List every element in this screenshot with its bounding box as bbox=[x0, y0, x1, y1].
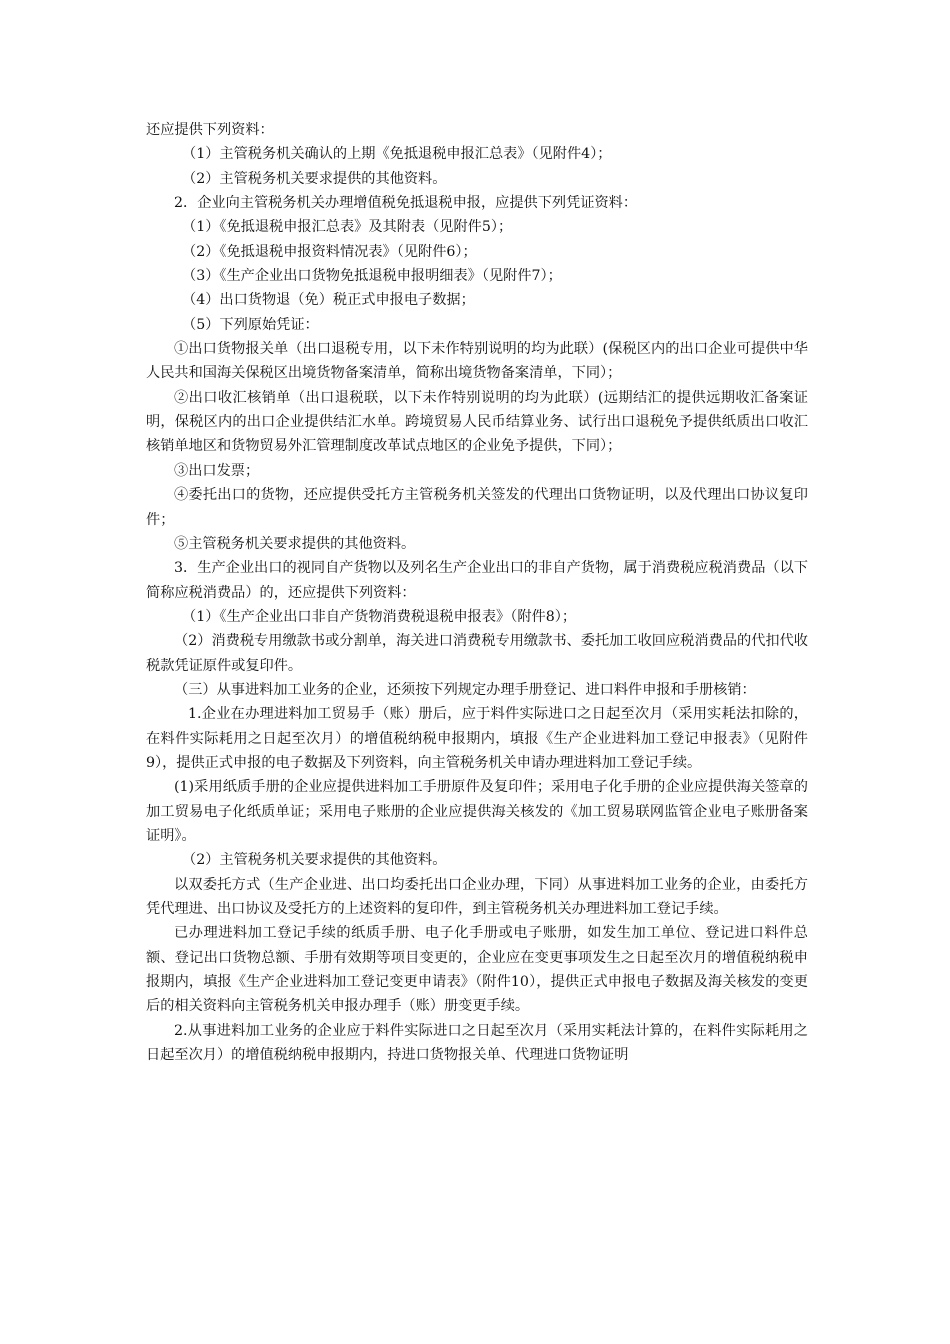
paragraph: ①出口货物报关单（出口退税专用，以下未作特别说明的均为此联）(保税区内的出口企业可提供中华人民共和国海关保税区出境货物备案清单，简称出境货物备案清单，下同）； bbox=[146, 341, 808, 382]
paragraph: （2）主管税务机关要求提供的其他资料。 bbox=[182, 852, 447, 869]
paragraph: 3．生产企业出口的视同自产货物以及列名生产企业出口的非自产货物，属于消费税应税消费品（以下简称应税消费品）的，还应提供下列资料： bbox=[146, 560, 808, 601]
paragraph: （2）《免抵退税申报资料情况表》（见附件6）； bbox=[182, 243, 477, 260]
document-body bbox=[146, 118, 808, 1067]
paragraph: （3）《生产企业出口货物免抵退税申报明细表》（见附件7）； bbox=[182, 268, 562, 285]
paragraph: ⑤主管税务机关要求提供的其他资料。 bbox=[174, 535, 416, 552]
paragraph: 以双委托方式（生产企业进、出口均委托出口企业办理，下同）从事进料加工业务的企业，由委托方凭代理进、出口协议及受托方的上述资料的复印件，到主管税务机关办理进料加工登记手续。 bbox=[146, 876, 808, 917]
paragraph: ④委托出口的货物，还应提供受托方主管税务机关签发的代理出口货物证明，以及代理出口协议复印件； bbox=[146, 487, 808, 528]
paragraph: ③出口发票； bbox=[174, 462, 260, 479]
paragraph: ②出口收汇核销单（出口退税联，以下未作特别说明的均为此联）(远期结汇的提供远期收汇备案证明，保税区内的出口企业提供结汇水单。跨境贸易人民币结算业务、试行出口退税免予提供纸质出口收汇核销单地区和货物贸易外汇管理制度改革试点地区的企业免予提供，下同）； bbox=[146, 389, 808, 455]
paragraph: （2）主管税务机关要求提供的其他资料。 bbox=[182, 170, 447, 187]
paragraph: (1)采用纸质手册的企业应提供进料加工手册原件及复印件；采用电子化手册的企业应提供海关签章的加工贸易电子化纸质单证；采用电子账册的企业应提供海关核发的《加工贸易联网监管企业电子账册备案证明》。 bbox=[146, 779, 808, 844]
paragraph: 已办理进料加工登记手续的纸质手册、电子化手册或电子账册，如发生加工单位、登记进口料件总额、登记出口货物总额、手册有效期等项目变更的，企业应在变更事项发生之日起至次月的增值税纳税申报期内，填报《生产企业进料加工登记变更申请表》（附件10），提供正式申报电子数据及海关核发的变更后的相关资料向主管税务机关申报办理手（账）册变更手续。 bbox=[146, 925, 808, 1015]
paragraph: 1.企业在办理进料加工贸易手（账）册后，应于料件实际进口之日起至次月（采用实耗法扣除的，在料件实际耗用之日起至次月）的增值税纳税申报期内，填报《生产企业进料加工登记申报表》（见附件9），提供正式申报的电子数据及下列资料，向主管税务机关申请办理进料加工登记手续。 bbox=[146, 706, 808, 771]
paragraph: （4）出口货物退（免）税正式申报电子数据； bbox=[182, 292, 475, 309]
paragraph: 2.从事进料加工业务的企业应于料件实际进口之日起至次月（采用实耗法计算的，在料件实际耗用之日起至次月）的增值税纳税申报期内，持进口货物报关单、代理进口货物证明 bbox=[146, 1022, 808, 1064]
paragraph: 还应提供下列资料： bbox=[146, 122, 274, 138]
paragraph: 2．企业向主管税务机关办理增值税免抵退税申报，应提供下列凭证资料： bbox=[174, 195, 638, 212]
paragraph: （三）从事进料加工业务的企业，还须按下列规定办理手册登记、进口料件申报和手册核销： bbox=[174, 681, 756, 698]
paragraph: （2）消费税专用缴款书或分割单，海关进口消费税专用缴款书、委托加工收回应税消费品的代扣代收税款凭证原件或复印件。 bbox=[146, 633, 808, 674]
paragraph: （1）《生产企业出口非自产货物消费税退税申报表》（附件8）； bbox=[182, 608, 577, 625]
paragraph: （5）下列原始凭证： bbox=[182, 316, 319, 333]
paragraph: （1）主管税务机关确认的上期《免抵退税申报汇总表》（见附件4）； bbox=[182, 146, 612, 163]
paragraph: （1）《免抵退税申报汇总表》及其附表（见附件5）； bbox=[182, 219, 513, 236]
